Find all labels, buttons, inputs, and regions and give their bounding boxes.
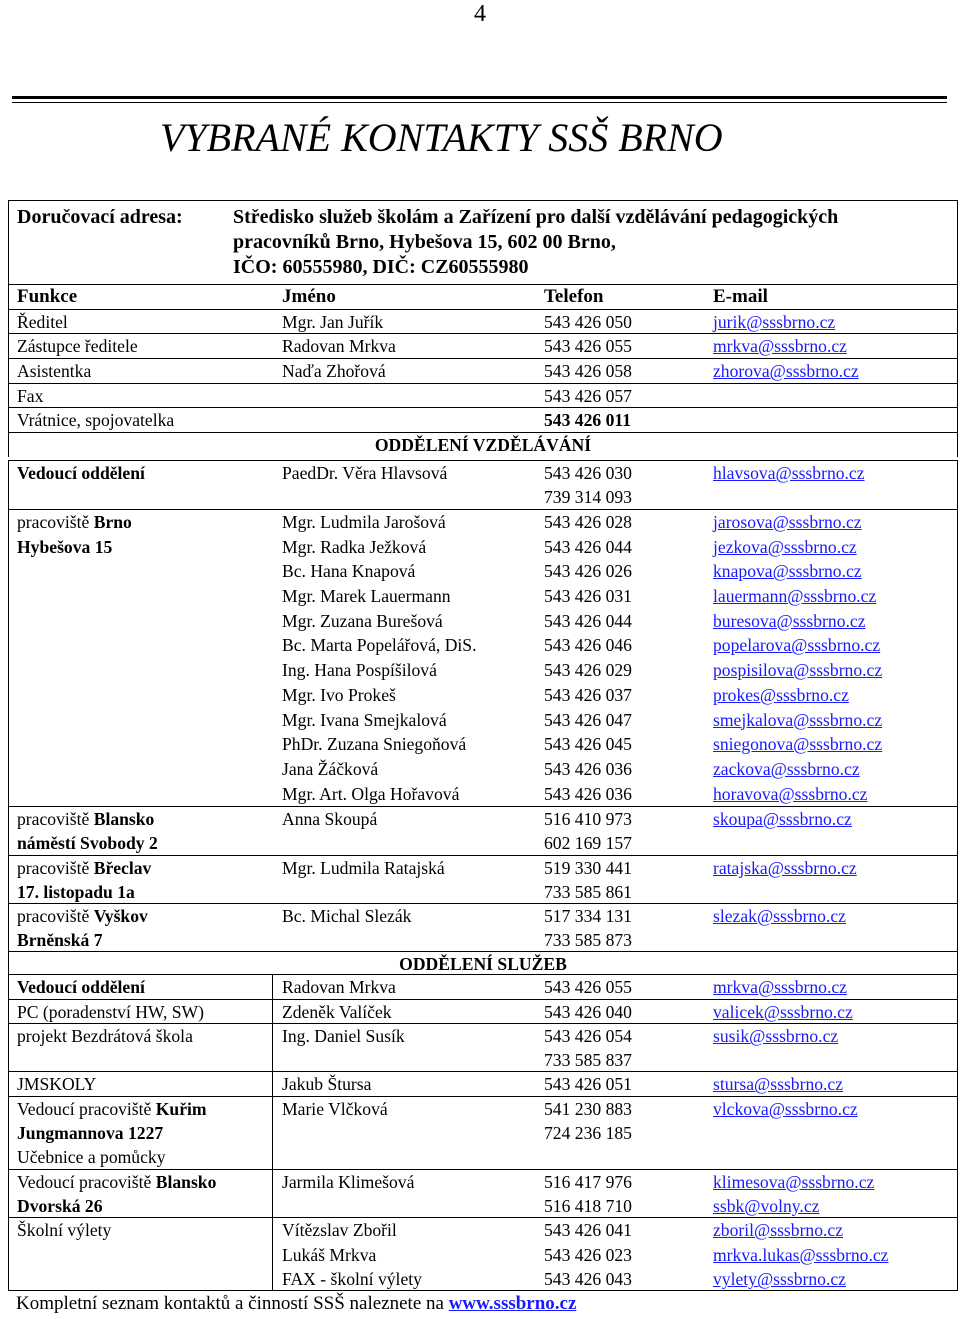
header-email: E-mail	[713, 286, 768, 307]
cell-telefon: 543 426 044	[544, 536, 632, 557]
cell-jmeno: FAX - školní výlety	[282, 1269, 422, 1290]
email-link[interactable]: ratajska@sssbrno.cz	[713, 858, 857, 878]
email-link[interactable]: mrkva@sssbrno.cz	[713, 977, 847, 997]
cell-jmeno: Mgr. Ivo Prokeš	[282, 684, 396, 705]
cell-telefon: 543 426 058	[544, 361, 632, 382]
section-sluzeb	[8, 974, 958, 1291]
cell-telefon: 543 426 054	[544, 1026, 632, 1047]
brno-address: Hybešova 15	[17, 536, 113, 557]
cell-jmeno: PaedDr. Věra Hlavsová	[282, 463, 448, 483]
kurim-address: Jungmannova 1227	[17, 1123, 164, 1144]
email-link[interactable]: buresova@sssbrno.cz	[713, 610, 866, 631]
cell-jmeno: Ing. Hana Pospíšilová	[282, 660, 437, 681]
label-place: Kuřim	[155, 1099, 207, 1120]
email-link[interactable]: smejkalova@sssbrno.cz	[713, 709, 883, 730]
label-prefix: pracoviště	[17, 809, 94, 829]
cell-telefon: 543 426 031	[544, 586, 632, 607]
email-link[interactable]: mrkva.lukas@sssbrno.cz	[713, 1244, 889, 1265]
label-place: Břeclav	[93, 858, 152, 878]
section-title: ODDĚLENÍ VZDĚLÁVÁNÍ	[374, 435, 592, 456]
label-prefix: pracoviště	[17, 906, 94, 926]
address-line-1: Středisko služeb školám a Zařízení pro další vzdělávání pedagogických	[233, 206, 839, 228]
cell-telefon: 543 426 055	[544, 336, 632, 357]
footer-text: Kompletní seznam kontaktů a činností SSŠ naleznete na	[16, 1293, 449, 1314]
cell-jmeno: Mgr. Jan Juřík	[282, 311, 384, 332]
branch-row	[9, 806, 957, 855]
cell-telefon-2: 516 418 710	[544, 1196, 632, 1217]
table-row	[9, 999, 957, 1024]
cell-jmeno: Bc. Marta Popelářová, DiS.	[282, 635, 477, 656]
cell-jmeno: Mgr. Ivana Smejkalová	[282, 709, 447, 730]
section-vzdelavani	[8, 460, 958, 976]
cell-jmeno: Radovan Mrkva	[282, 977, 396, 997]
branch-label	[17, 807, 154, 832]
staff-row	[9, 633, 957, 658]
column-divider	[272, 974, 273, 1290]
cell-telefon: 543 426 036	[544, 783, 632, 804]
label-place: Brno	[93, 512, 132, 532]
label-prefix: Vedoucí pracoviště	[17, 1172, 156, 1193]
cell-telefon-2: 733 585 861	[544, 882, 632, 902]
title-rule-thin	[12, 102, 947, 103]
brno-staff-list	[9, 510, 957, 806]
cell-funkce: Vedoucí oddělení	[17, 977, 145, 997]
cell-telefon: 543 426 044	[544, 610, 632, 631]
page-number: 4	[474, 1, 486, 27]
staff-row	[9, 658, 957, 683]
cell-telefon: 543 426 028	[544, 512, 632, 532]
staff-row	[9, 559, 957, 584]
footer-note	[16, 1292, 576, 1316]
cell-jmeno: Naďa Zhořová	[282, 361, 386, 382]
address-label: Doručovací adresa:	[17, 206, 183, 228]
vylety-row	[9, 1243, 957, 1268]
cell-jmeno: Zdeněk Valíček	[282, 1001, 392, 1022]
cell-funkce: Ředitel	[17, 311, 68, 332]
cell-telefon: 516 417 976	[544, 1172, 632, 1193]
email-link[interactable]: jezkova@sssbrno.cz	[713, 536, 857, 557]
branch-address: náměstí Svobody 2	[17, 833, 158, 853]
section-header-sluzeb	[9, 951, 957, 976]
email-link[interactable]: popelarova@sssbrno.cz	[713, 635, 881, 656]
cell-telefon: 543 426 055	[544, 977, 632, 997]
cell-jmeno: Ing. Daniel Susík	[282, 1026, 405, 1047]
staff-row	[9, 535, 957, 560]
kurim-label	[17, 1097, 207, 1122]
title-rule-thick	[12, 96, 947, 99]
cell-funkce: JMSKOLY	[17, 1074, 97, 1095]
email-link[interactable]: susik@sssbrno.cz	[713, 1026, 839, 1047]
cell-telefon: 516 410 973	[544, 809, 632, 829]
kurim-note: Učebnice a pomůcky	[17, 1147, 166, 1168]
email-link[interactable]: knapova@sssbrno.cz	[713, 561, 862, 582]
cell-telefon: 543 426 047	[544, 709, 632, 730]
header-funkce: Funkce	[17, 286, 78, 307]
cell-telefon-2: 733 585 873	[544, 930, 632, 950]
staff-row	[9, 584, 957, 609]
cell-jmeno: Vítězslav Zbořil	[282, 1220, 397, 1241]
table-row	[9, 1023, 957, 1071]
section-title: ODDĚLENÍ SLUŽEB	[399, 954, 567, 974]
cell-funkce: projekt Bezdrátová škola	[17, 1026, 193, 1047]
email-link[interactable]: skoupa@sssbrno.cz	[713, 809, 852, 829]
email-link[interactable]: vylety@sssbrno.cz	[713, 1269, 846, 1290]
staff-row	[9, 609, 957, 634]
cell-telefon: 543 426 036	[544, 758, 632, 779]
email-link[interactable]: vlckova@sssbrno.cz	[713, 1099, 858, 1120]
brno-block	[9, 509, 957, 806]
table-row	[9, 333, 957, 358]
cell-jmeno: Bc. Michal Slezák	[282, 906, 412, 926]
cell-jmeno: Mgr. Radka Ježková	[282, 536, 427, 557]
cell-telefon: 543 426 045	[544, 734, 632, 755]
email-link[interactable]: horavova@sssbrno.cz	[713, 783, 868, 804]
cell-telefon: 543 426 040	[544, 1001, 632, 1022]
cell-telefon: 543 426 050	[544, 311, 632, 332]
cell-telefon: 519 330 441	[544, 858, 632, 878]
cell-jmeno: Marie Vlčková	[282, 1099, 388, 1120]
cell-jmeno: Mgr. Ludmila Ratajská	[282, 858, 445, 878]
email-link-2[interactable]: ssbk@volny.cz	[713, 1196, 820, 1217]
table-row	[9, 407, 957, 432]
table-row	[9, 1169, 957, 1217]
email-link[interactable]: sniegonova@sssbrno.cz	[713, 734, 883, 755]
cell-funkce: Fax	[17, 385, 44, 406]
branch-row	[9, 855, 957, 903]
cell-telefon: 543 426 011	[544, 410, 631, 431]
cell-jmeno: Jana Žáčková	[282, 758, 379, 779]
header-jmeno: Jméno	[282, 286, 336, 307]
email-link[interactable]: zhorova@sssbrno.cz	[713, 361, 859, 382]
email-link[interactable]: zackova@sssbrno.cz	[713, 758, 860, 779]
website-link[interactable]: www.sssbrno.cz	[448, 1293, 577, 1314]
blansko-label	[17, 1170, 216, 1195]
staff-row	[9, 708, 957, 733]
address-block	[8, 200, 958, 285]
email-link[interactable]: valicek@sssbrno.cz	[713, 1001, 853, 1022]
cell-telefon: 543 426 029	[544, 660, 632, 681]
email-link[interactable]: pospisilova@sssbrno.cz	[713, 660, 883, 681]
address-text	[233, 205, 838, 280]
cell-jmeno: Jarmila Klimešová	[282, 1172, 415, 1193]
address-line-3: IČO: 60555980, DIČ: CZ60555980	[233, 256, 529, 278]
staff-row	[9, 683, 957, 708]
vylety-list	[9, 1218, 957, 1292]
cell-telefon: 541 230 883	[544, 1099, 632, 1120]
cell-telefon: 543 426 046	[544, 635, 632, 656]
table-row	[9, 1071, 957, 1096]
staff-row	[9, 757, 957, 782]
staff-row	[9, 732, 957, 757]
cell-jmeno: Mgr. Art. Olga Hořavová	[282, 783, 460, 804]
page-title: VYBRANÉ KONTAKTY SSŠ BRNO	[160, 115, 723, 160]
cell-telefon: 543 426 043	[544, 1269, 632, 1290]
table-row	[9, 383, 957, 408]
cell-funkce: Zástupce ředitele	[17, 336, 138, 357]
cell-jmeno: Lukáš Mrkva	[282, 1244, 377, 1265]
cell-telefon: 543 426 026	[544, 561, 632, 582]
cell-funkce: Vrátnice, spojovatelka	[17, 410, 175, 431]
table-row	[9, 1096, 957, 1169]
cell-jmeno: Radovan Mrkva	[282, 336, 396, 357]
blansko-address: Dvorská 26	[17, 1196, 103, 1217]
vedouci-row	[9, 460, 957, 509]
cell-jmeno: Mgr. Ludmila Jarošová	[282, 512, 446, 532]
table-header-row	[9, 284, 957, 309]
branch-address: Brněnská 7	[17, 930, 103, 950]
label-place: Vyškov	[93, 906, 148, 926]
cell-funkce: Vedoucí oddělení	[17, 463, 145, 483]
vylety-block	[9, 1217, 957, 1290]
email-link[interactable]: hlavsova@sssbrno.cz	[713, 463, 865, 483]
contacts-table-top	[8, 284, 958, 457]
cell-jmeno: Mgr. Zuzana Burešová	[282, 610, 443, 631]
staff-row	[9, 510, 957, 535]
email-link[interactable]: slezak@sssbrno.cz	[713, 906, 846, 926]
cell-jmeno: Jakub Štursa	[282, 1074, 372, 1095]
cell-telefon: 517 334 131	[544, 906, 632, 926]
label-prefix: pracoviště	[17, 512, 94, 532]
email-link[interactable]: lauermann@sssbrno.cz	[713, 586, 877, 607]
cell-funkce: Asistentka	[17, 361, 92, 382]
table-row	[9, 974, 957, 999]
cell-telefon: 543 426 057	[544, 385, 632, 406]
cell-jmeno: Anna Skoupá	[282, 809, 378, 829]
cell-telefon: 543 426 023	[544, 1244, 632, 1265]
email-link[interactable]: klimesova@sssbrno.cz	[713, 1172, 875, 1193]
cell-telefon-2: 733 585 837	[544, 1050, 632, 1071]
branch-label	[17, 856, 151, 881]
cell-funkce: PC (poradenství HW, SW)	[17, 1001, 205, 1022]
label-prefix: Vedoucí pracoviště	[17, 1099, 156, 1120]
table-row	[9, 358, 957, 383]
header-telefon: Telefon	[544, 286, 604, 307]
address-line-2: pracovníků Brno, Hybešova 15, 602 00 Brno,	[233, 231, 616, 253]
email-link[interactable]: mrkva@sssbrno.cz	[713, 336, 847, 357]
label-prefix: pracoviště	[17, 858, 94, 878]
branch-label	[17, 904, 148, 929]
vylety-row	[9, 1267, 957, 1292]
cell-telefon-2: 724 236 185	[544, 1123, 632, 1144]
branch-row	[9, 903, 957, 951]
email-link[interactable]: jarosova@sssbrno.cz	[713, 512, 862, 532]
vylety-row	[9, 1218, 957, 1243]
email-link[interactable]: zboril@sssbrno.cz	[713, 1220, 844, 1241]
cell-telefon: 543 426 051	[544, 1074, 632, 1095]
email-link[interactable]: prokes@sssbrno.cz	[713, 684, 849, 705]
table-row	[9, 309, 957, 334]
label-place: Blansko	[155, 1172, 217, 1193]
cell-jmeno: Mgr. Marek Lauermann	[282, 586, 451, 607]
email-link[interactable]: jurik@sssbrno.cz	[713, 311, 836, 332]
cell-telefon-2: 739 314 093	[544, 487, 632, 507]
staff-row	[9, 782, 957, 807]
cell-jmeno: PhDr. Zuzana Sniegoňová	[282, 734, 467, 755]
cell-telefon: 543 426 037	[544, 684, 632, 705]
section-header-vzdelavani	[9, 432, 957, 457]
cell-telefon: 543 426 030	[544, 463, 632, 483]
cell-telefon-2: 602 169 157	[544, 833, 632, 853]
email-link[interactable]: stursa@sssbrno.cz	[713, 1074, 844, 1095]
branch-address: 17. listopadu 1a	[17, 882, 135, 902]
cell-jmeno: Bc. Hana Knapová	[282, 561, 416, 582]
cell-telefon: 543 426 041	[544, 1220, 632, 1241]
cell-funkce: Školní výlety	[17, 1220, 112, 1241]
label-place: Blansko	[93, 809, 155, 829]
